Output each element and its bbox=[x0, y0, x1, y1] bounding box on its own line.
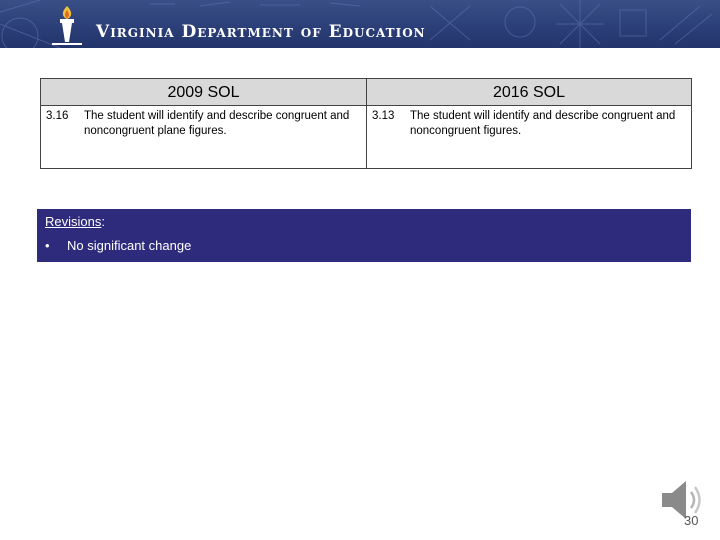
standard-text: The student will identify and describe congruent and noncongruent figures. bbox=[410, 110, 676, 137]
page-number: 30 bbox=[684, 513, 699, 528]
page-title: Virginia Department of Education bbox=[96, 22, 426, 42]
standard-number: 3.16 bbox=[46, 110, 69, 122]
standard-cell bbox=[367, 106, 691, 139]
sol-comparison-table bbox=[40, 78, 692, 169]
standard-number: 3.13 bbox=[372, 110, 395, 122]
bullet: • bbox=[45, 238, 50, 253]
sol-column-2016 bbox=[367, 79, 691, 168]
revisions-colon: : bbox=[101, 214, 105, 229]
header-banner bbox=[0, 0, 720, 48]
standard-cell bbox=[41, 106, 366, 139]
revisions-panel bbox=[37, 209, 691, 262]
revisions-heading: Revisions bbox=[45, 214, 102, 229]
revisions-heading-line bbox=[45, 213, 691, 231]
list-item bbox=[45, 237, 691, 255]
sol-column-2009 bbox=[41, 79, 367, 168]
torch-icon bbox=[52, 4, 82, 46]
column-heading: 2016 SOL bbox=[367, 79, 691, 106]
standard-text: The student will identify and describe congruent and noncongruent plane figures. bbox=[84, 110, 350, 137]
revision-text: No significant change bbox=[67, 238, 192, 253]
column-heading: 2009 SOL bbox=[41, 79, 366, 106]
